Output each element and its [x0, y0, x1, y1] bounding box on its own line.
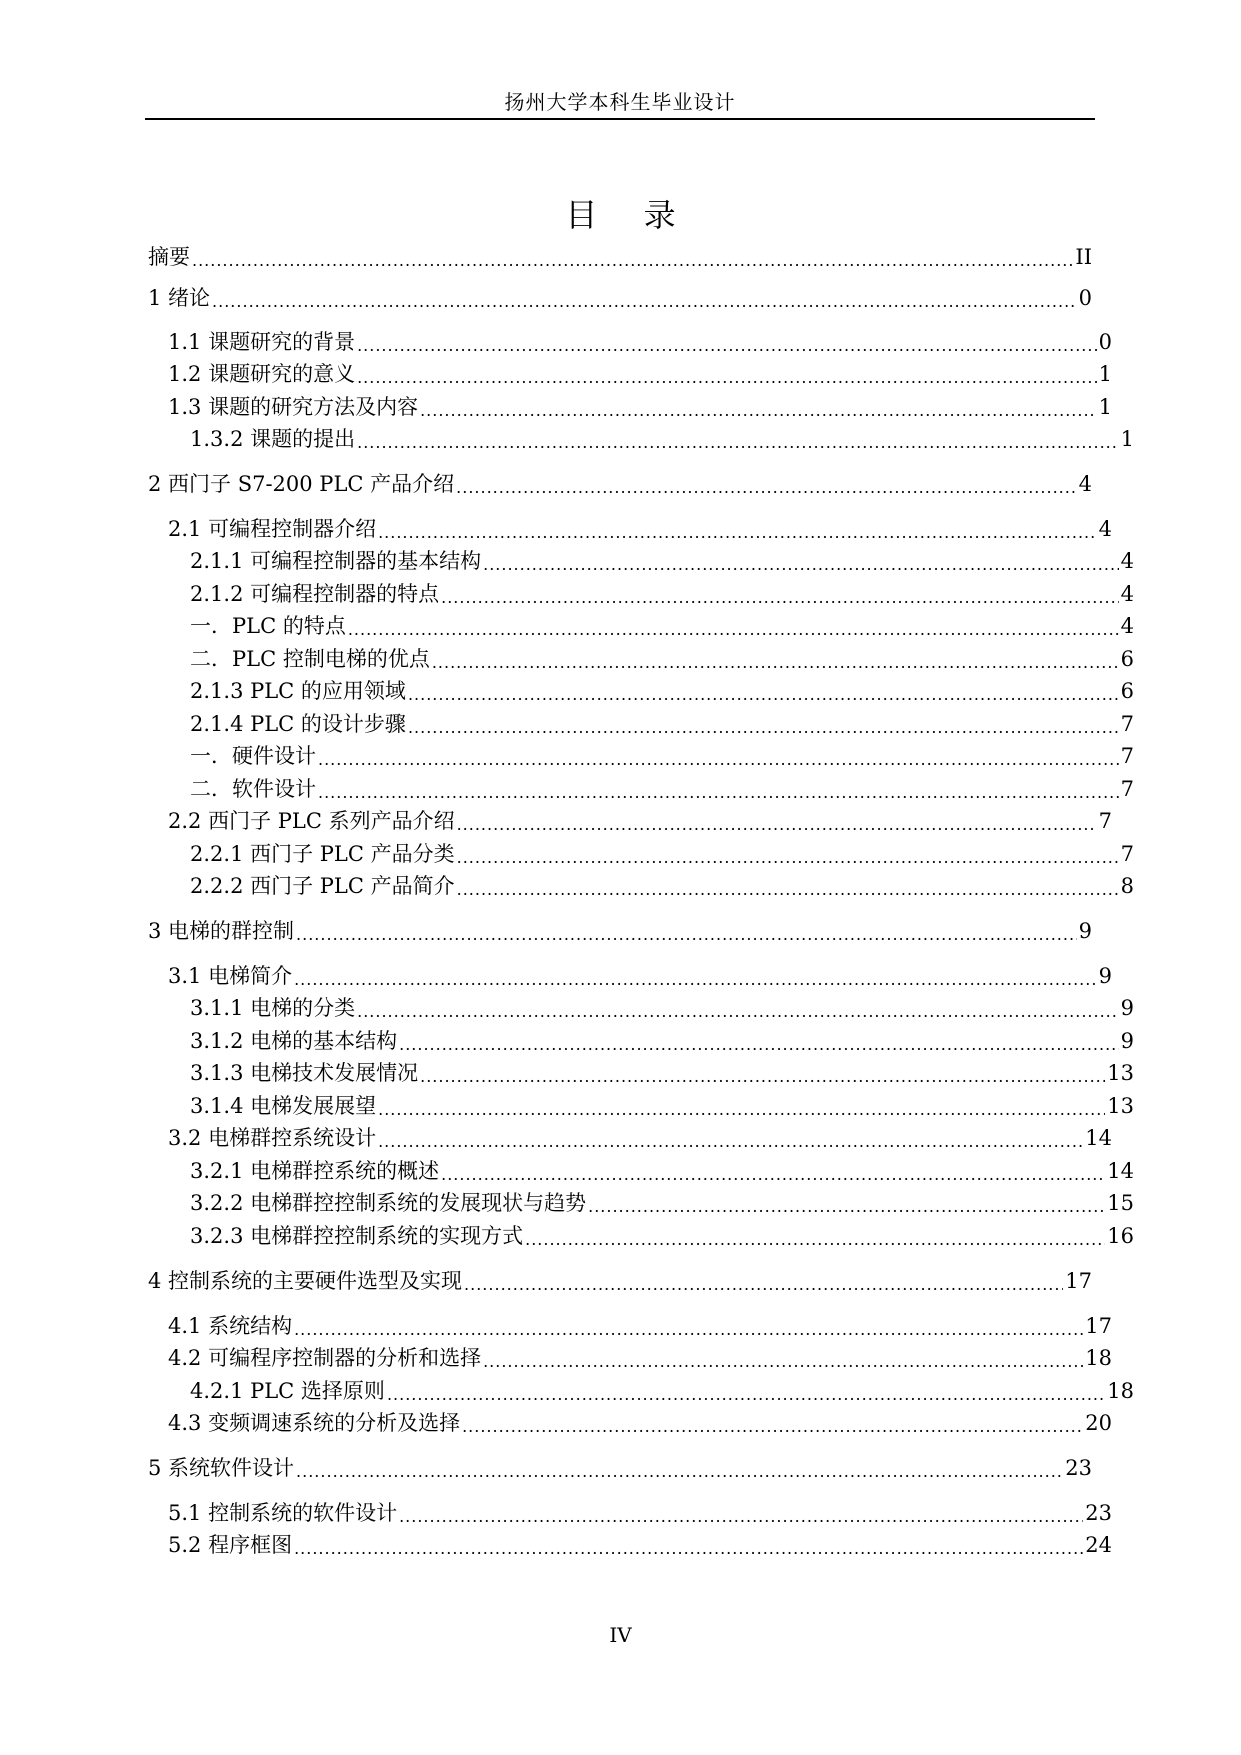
toc-entry-page: 8: [1120, 874, 1134, 898]
toc-entry[interactable]: [148, 469, 1092, 499]
toc-entry-label: 1.3 课题的研究方法及内容: [168, 395, 419, 419]
toc-entry-label: 2.2 西门子 PLC 系列产品介绍: [168, 809, 455, 833]
toc-entry-page: 7: [1120, 744, 1134, 768]
toc-entry-page: 17: [1065, 1269, 1092, 1293]
toc-entry[interactable]: [148, 1266, 1092, 1296]
toc-entry-label: 5.1 控制系统的软件设计: [168, 1501, 398, 1525]
toc-leader-dots: [378, 1123, 1083, 1153]
toc-entry-page: 1: [1098, 362, 1112, 386]
toc-entry[interactable]: [148, 1156, 1134, 1186]
toc-leader-dots: [387, 1376, 1105, 1406]
toc-entry[interactable]: [148, 514, 1112, 544]
page-header: 扬州大学本科生毕业设计: [504, 90, 736, 114]
toc-leader-dots: [456, 469, 1076, 499]
toc-entry[interactable]: [148, 1530, 1112, 1560]
toc-leader-dots: [483, 1343, 1083, 1373]
toc-entry-page: 7: [1098, 809, 1112, 833]
toc-entry-label: 2.1.1 可编程控制器的基本结构: [190, 549, 482, 573]
toc-leader-dots: [464, 1266, 1063, 1296]
toc-entry[interactable]: [148, 611, 1134, 641]
toc-leader-dots: [357, 359, 1097, 389]
toc-entry[interactable]: [148, 839, 1134, 869]
toc-entry[interactable]: [148, 774, 1134, 804]
toc-entry[interactable]: [148, 579, 1134, 609]
toc-leader-dots: [296, 1453, 1063, 1483]
toc-entry-page: 4: [1078, 472, 1092, 496]
toc-entry[interactable]: [148, 1123, 1112, 1153]
toc-leader-dots: [318, 741, 1119, 771]
toc-entry-label: 1.3.2 课题的提出: [190, 427, 356, 451]
toc-entry-page: 14: [1107, 1159, 1134, 1183]
toc-entry[interactable]: [148, 1408, 1112, 1438]
toc-entry-label: 1 绪论: [148, 286, 211, 310]
toc-entry-page: 13: [1107, 1094, 1134, 1118]
toc-entry-page: 24: [1085, 1533, 1112, 1557]
toc-entry-page: 17: [1085, 1314, 1112, 1338]
toc-entry[interactable]: [148, 1311, 1112, 1341]
toc-leader-dots: [432, 644, 1119, 674]
toc-leader-dots: [318, 774, 1119, 804]
toc-leader-dots: [296, 916, 1077, 946]
toc-leader-dots: [294, 1530, 1083, 1560]
toc-entry-page: 9: [1098, 964, 1112, 988]
toc-entry-label: 1.1 课题研究的背景: [168, 330, 356, 354]
toc-entry[interactable]: [148, 916, 1092, 946]
toc-entry-label: 一．硬件设计: [190, 744, 316, 768]
toc-entry-label: 3.2.1 电梯群控系统的概述: [190, 1159, 440, 1183]
toc-entry-page: 1: [1120, 427, 1134, 451]
toc-entry-page: 6: [1120, 679, 1134, 703]
toc-entry[interactable]: [148, 806, 1112, 836]
toc-entry[interactable]: [148, 283, 1092, 313]
toc-entry[interactable]: [148, 676, 1134, 706]
toc-entry-label: 3 电梯的群控制: [148, 919, 295, 943]
toc-entry[interactable]: [148, 1026, 1134, 1056]
toc-entry-label: 2.2.2 西门子 PLC 产品简介: [190, 874, 455, 898]
toc-entry-page: 18: [1107, 1379, 1134, 1403]
toc-entry[interactable]: [148, 1221, 1134, 1251]
toc-leader-dots: [420, 392, 1097, 422]
toc-entry-label: 2.1 可编程控制器介绍: [168, 517, 377, 541]
toc-entry[interactable]: [148, 1091, 1134, 1121]
toc-entry-label: 3.1.4 电梯发展展望: [190, 1094, 377, 1118]
toc-leader-dots: [348, 611, 1119, 641]
toc-entry[interactable]: [148, 1376, 1134, 1406]
toc-entry-label: 4.3 变频调速系统的分析及选择: [168, 1411, 461, 1435]
toc-entry[interactable]: [148, 1058, 1134, 1088]
toc-leader-dots: [408, 676, 1119, 706]
toc-leader-dots: [457, 839, 1119, 869]
toc-leader-dots: [588, 1188, 1105, 1218]
toc-entry-label: 3.1 电梯简介: [168, 964, 293, 988]
toc-entry-page: 14: [1085, 1126, 1112, 1150]
toc-leader-dots: [457, 806, 1097, 836]
toc-entry[interactable]: [148, 1498, 1112, 1528]
toc-entry[interactable]: [148, 327, 1112, 357]
page-number: IV: [609, 1623, 632, 1647]
toc-entry-label: 4.2 可编程序控制器的分析和选择: [168, 1346, 482, 1370]
toc-entry-label: 2.2.1 西门子 PLC 产品分类: [190, 842, 455, 866]
toc-entry[interactable]: [148, 392, 1112, 422]
toc-entry-label: 5.2 程序框图: [168, 1533, 293, 1557]
toc-entry-label: 3.2.2 电梯群控控制系统的发展现状与趋势: [190, 1191, 587, 1215]
toc-entry-page: 13: [1107, 1061, 1134, 1085]
toc-entry-label: 摘要: [148, 245, 190, 269]
toc-entry-page: 15: [1107, 1191, 1134, 1215]
toc-leader-dots: [457, 871, 1119, 901]
toc-entry-label: 二．软件设计: [190, 777, 316, 801]
toc-entry-page: 9: [1120, 996, 1134, 1020]
header-rule: [145, 118, 1095, 120]
toc-entry-page: II: [1075, 245, 1092, 269]
toc-entry[interactable]: [148, 242, 1092, 272]
toc-entry-page: 4: [1120, 582, 1134, 606]
toc-entry-page: 23: [1085, 1501, 1112, 1525]
toc-entry-label: 4.1 系统结构: [168, 1314, 293, 1338]
toc-title: 目 录: [565, 196, 694, 234]
toc-leader-dots: [483, 546, 1119, 576]
toc-entry-label: 二．PLC 控制电梯的优点: [190, 647, 430, 671]
toc-entry[interactable]: [148, 1188, 1134, 1218]
toc-entry-label: 1.2 课题研究的意义: [168, 362, 356, 386]
toc-entry[interactable]: [148, 709, 1134, 739]
toc-leader-dots: [399, 1026, 1119, 1056]
toc-entry-label: 3.1.2 电梯的基本结构: [190, 1029, 398, 1053]
toc-entry-label: 5 系统软件设计: [148, 1456, 295, 1480]
toc-entry[interactable]: [148, 1453, 1092, 1483]
toc-leader-dots: [462, 1408, 1083, 1438]
toc-entry-page: 18: [1085, 1346, 1112, 1370]
toc-entry-label: 2 西门子 S7-200 PLC 产品介绍: [148, 472, 455, 496]
toc-leader-dots: [357, 993, 1119, 1023]
toc-entry-label: 3.1.3 电梯技术发展情况: [190, 1061, 419, 1085]
toc-entry-page: 0: [1098, 330, 1112, 354]
toc-entry[interactable]: [148, 1343, 1112, 1373]
toc-leader-dots: [212, 283, 1077, 313]
toc-entry[interactable]: [148, 546, 1134, 576]
toc-entry-label: 2.1.2 可编程控制器的特点: [190, 582, 440, 606]
toc-entry-label: 2.1.4 PLC 的设计步骤: [190, 712, 406, 736]
toc-entry-page: 20: [1085, 1411, 1112, 1435]
toc-leader-dots: [294, 1311, 1083, 1341]
toc-leader-dots: [420, 1058, 1105, 1088]
toc-entry-page: 4: [1120, 549, 1134, 573]
toc-leader-dots: [441, 1156, 1105, 1186]
toc-entry-label: 3.1.1 电梯的分类: [190, 996, 356, 1020]
toc-entry[interactable]: [148, 871, 1134, 901]
toc-entry-label: 3.2 电梯群控系统设计: [168, 1126, 377, 1150]
toc-entry[interactable]: [148, 424, 1134, 454]
toc-leader-dots: [378, 1091, 1105, 1121]
toc-entry-page: 0: [1078, 286, 1092, 310]
toc-entry-page: 6: [1120, 647, 1134, 671]
toc-leader-dots: [192, 242, 1073, 272]
toc-entry-page: 9: [1078, 919, 1092, 943]
toc-entry[interactable]: [148, 741, 1134, 771]
toc-leader-dots: [357, 327, 1097, 357]
toc-leader-dots: [357, 424, 1119, 454]
toc-leader-dots: [525, 1221, 1105, 1251]
toc-entry[interactable]: [148, 993, 1134, 1023]
toc-entry-label: 4.2.1 PLC 选择原则: [190, 1379, 385, 1403]
toc-entry-page: 7: [1120, 712, 1134, 736]
toc-leader-dots: [294, 961, 1097, 991]
toc-entry-page: 16: [1107, 1224, 1134, 1248]
toc-entry[interactable]: [148, 961, 1112, 991]
toc-leader-dots: [378, 514, 1097, 544]
toc-entry-page: 7: [1120, 842, 1134, 866]
toc-entry-page: 4: [1098, 517, 1112, 541]
toc-entry-page: 23: [1065, 1456, 1092, 1480]
toc-leader-dots: [441, 579, 1119, 609]
toc-entry-label: 4 控制系统的主要硬件选型及实现: [148, 1269, 463, 1293]
toc-leader-dots: [408, 709, 1119, 739]
toc-entry-page: 9: [1120, 1029, 1134, 1053]
toc-entry-label: 2.1.3 PLC 的应用领域: [190, 679, 406, 703]
toc-entry[interactable]: [148, 359, 1112, 389]
toc-leader-dots: [399, 1498, 1083, 1528]
toc-entry-page: 1: [1098, 395, 1112, 419]
toc-entry-label: 3.2.3 电梯群控控制系统的实现方式: [190, 1224, 524, 1248]
toc-entry-label: 一．PLC 的特点: [190, 614, 346, 638]
toc-entry-page: 7: [1120, 777, 1134, 801]
toc-entry[interactable]: [148, 644, 1134, 674]
toc-entry-page: 4: [1120, 614, 1134, 638]
